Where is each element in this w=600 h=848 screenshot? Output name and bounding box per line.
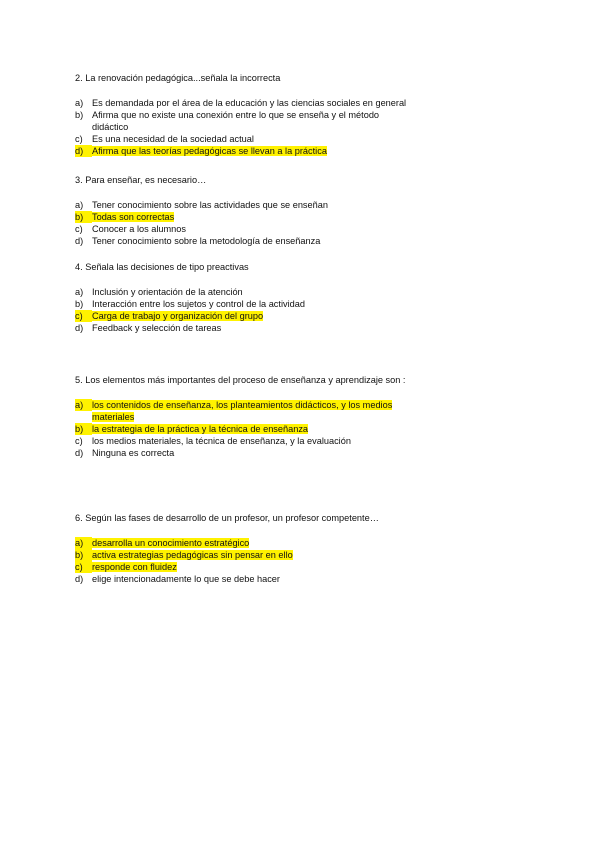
option-text: elige intencionadamente lo que se debe hacer: [92, 574, 280, 584]
question-3: [75, 174, 545, 247]
option-d: [75, 447, 545, 459]
question-title: 5. Los elementos más importantes del proceso de enseñanza y aprendizaje son :: [75, 375, 406, 385]
option-letter: c): [75, 436, 83, 446]
option-text-highlighted: los contenidos de enseñanza, los planteamientos didácticos, y los medios materiales: [92, 400, 393, 422]
option-text-highlighted: Afirma que las teorías pedagógicas se llevan a la práctica: [92, 146, 327, 156]
option-letter: b): [75, 549, 92, 561]
option-d: [75, 145, 545, 157]
option-letter: d): [75, 323, 84, 333]
option-d: [75, 573, 545, 585]
options-list: [75, 286, 545, 334]
options-list: [75, 97, 545, 157]
option-letter: d): [75, 145, 92, 157]
option-b: [75, 549, 545, 561]
question-title: 2. La renovación pedagógica...señala la incorrecta: [75, 73, 281, 83]
option-text-highlighted: la estrategia de la práctica y la técnica de enseñanza: [92, 424, 309, 434]
option-a: [75, 399, 545, 423]
option-c: [75, 223, 545, 235]
option-letter: c): [75, 561, 92, 573]
option-letter: b): [75, 211, 92, 223]
option-text-highlighted: Carga de trabajo y organización del grupo: [92, 311, 264, 321]
option-b: [75, 211, 545, 223]
option-letter: c): [75, 224, 83, 234]
option-letter: a): [75, 200, 84, 210]
option-letter: d): [75, 236, 84, 246]
option-text: Ninguna es correcta: [92, 448, 175, 458]
option-letter: c): [75, 134, 83, 144]
option-text: Feedback y selección de tareas: [92, 323, 222, 333]
options-list: [75, 199, 545, 247]
option-letter: d): [75, 448, 84, 458]
question-title: 6. Según las fases de desarrollo de un profesor, un profesor competente…: [75, 513, 379, 523]
option-text-highlighted: activa estrategias pedagógicas sin pensar en ello: [92, 550, 293, 560]
option-a: [75, 537, 545, 549]
option-text: Interacción entre los sujetos y control de la actividad: [92, 299, 305, 309]
question-title: 4. Señala las decisiones de tipo preactivas: [75, 262, 249, 272]
option-text-highlighted: Todas son correctas: [92, 212, 175, 222]
option-d: [75, 322, 545, 334]
option-letter: d): [75, 574, 84, 584]
option-c: [75, 133, 545, 145]
option-text: Afirma que no existe una conexión entre lo que se enseña y el método didáctico: [92, 110, 380, 132]
option-text: Es una necesidad de la sociedad actual: [92, 134, 254, 144]
option-text: los medios materiales, la técnica de enseñanza, y la evaluación: [92, 436, 351, 446]
options-list: [75, 399, 545, 459]
option-letter: a): [75, 399, 92, 411]
options-list: [75, 537, 545, 585]
option-text: Inclusión y orientación de la atención: [92, 287, 243, 297]
option-text-highlighted: desarrolla un conocimiento estratégico: [92, 538, 250, 548]
option-letter: b): [75, 423, 92, 435]
option-b: [75, 109, 545, 133]
option-letter: b): [75, 110, 84, 120]
question-2: [75, 72, 545, 157]
option-b: [75, 423, 545, 435]
option-a: [75, 97, 545, 109]
option-letter: a): [75, 98, 84, 108]
option-b: [75, 298, 545, 310]
option-c: [75, 310, 545, 322]
option-letter: a): [75, 287, 84, 297]
option-c: [75, 561, 545, 573]
option-text: Es demandada por el área de la educación y las ciencias sociales en general: [92, 98, 407, 108]
question-title: 3. Para enseñar, es necesario…: [75, 175, 207, 185]
option-text: Tener conocimiento sobre las actividades que se enseñan: [92, 200, 328, 210]
option-letter: b): [75, 299, 84, 309]
option-text: Tener conocimiento sobre la metodología de enseñanza: [92, 236, 321, 246]
option-text-highlighted: responde con fluidez: [92, 562, 177, 572]
question-4: [75, 261, 545, 334]
option-text: Conocer a los alumnos: [92, 224, 186, 234]
question-5: [75, 374, 545, 459]
option-c: [75, 435, 545, 447]
option-a: [75, 199, 545, 211]
option-letter: c): [75, 310, 92, 322]
question-6: [75, 512, 545, 585]
option-d: [75, 235, 545, 247]
option-letter: a): [75, 537, 92, 549]
option-a: [75, 286, 545, 298]
